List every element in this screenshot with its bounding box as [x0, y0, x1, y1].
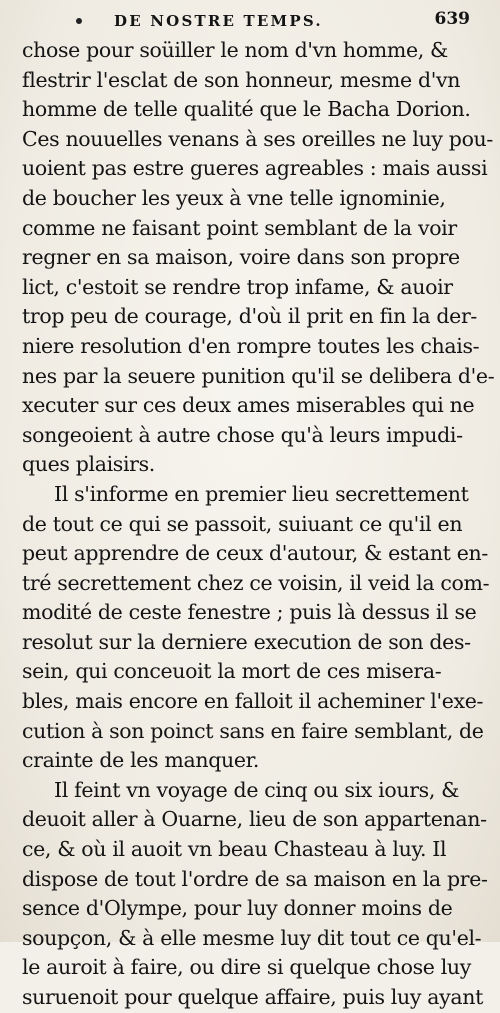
text-line: regner en sa maison, voire dans son propre — [22, 245, 460, 270]
text-line: dispose de tout l'ordre de sa maison en la pre- — [22, 866, 488, 891]
page-header — [22, 6, 478, 32]
text-line: resolut sur la derniere execution de son des- — [22, 629, 471, 654]
text-line: uoient pas estre gueres agreables : mais aussi — [22, 156, 488, 181]
text-line: comme ne faisant point semblant de la voir — [22, 215, 457, 240]
text-line: ques plaisirs. — [22, 452, 155, 477]
ink-spot — [76, 18, 82, 24]
text-line: crainte de les manquer. — [22, 748, 259, 773]
text-line: trop peu de courage, d'où il prit en fin la der- — [22, 304, 477, 329]
text-line: niere resolution d'en rompre toutes les chais- — [22, 333, 480, 358]
text-line: sein, qui conceuoit la mort de ces misera- — [22, 659, 442, 684]
text-line: de tout ce qui se passoit, suiuant ce qu'il en — [22, 511, 463, 536]
text-line: tré secrettement chez ce voisin, il veid la com- — [22, 570, 490, 595]
text-line: homme de telle qualité que le Bacha Dorion. — [22, 97, 471, 122]
text-line: ce, & où il auoit vn beau Chasteau à luy. Il — [22, 837, 447, 862]
page-number: 639 — [434, 9, 470, 29]
text-line: soupçon, & à elle mesme luy dit tout ce qu'el- — [22, 925, 482, 950]
text-line: bles, mais encore en falloit il acheminer l'exe- — [22, 689, 484, 714]
text-line: peut apprendre de ceux d'autour, & estant en- — [22, 541, 488, 566]
text-line: suruenoit pour quelque affaire, puis luy ayant — [22, 985, 483, 1009]
text-line: flestrir l'esclat de son honneur, mesme d'vn — [22, 67, 461, 92]
text-line: cution à son poinct sans en faire semblant, de — [22, 718, 484, 743]
text-line: modité de ceste fenestre ; puis là dessus il se — [22, 600, 477, 625]
text-line: songeoient à autre chose qu'à leurs impudi- — [22, 422, 463, 447]
text-line: chose pour soüiller le nom d'vn homme, & — [22, 38, 448, 62]
paragraph-start-line: Il feint vn voyage de cinq ou six iours, & — [54, 777, 460, 802]
text-line: le auroit à faire, ou dire si quelque chose luy — [22, 955, 472, 980]
text-line: nes par la seuere punition qu'il se delibera d'e- — [22, 363, 495, 388]
paragraph-start-line: Il s'informe en premier lieu secrettement — [54, 481, 469, 506]
text-line: lict, c'estoit se rendre trop infame, & auoir — [22, 274, 453, 299]
text-line: sence d'Olympe, pour luy donner moins de — [22, 896, 453, 921]
body-text — [22, 36, 495, 1013]
text-line: deuoit aller à Ouarne, lieu de son appartenan- — [22, 807, 487, 832]
text-line: xecuter sur ces deux ames miserables qui ne — [22, 393, 475, 418]
text-line: Ces nouuelles venans à ses oreilles ne luy pou- — [22, 126, 493, 151]
text-line: de boucher les yeux à vne telle ignominie, — [22, 185, 446, 210]
running-title: DE NOSTRE TEMPS. — [114, 12, 323, 30]
